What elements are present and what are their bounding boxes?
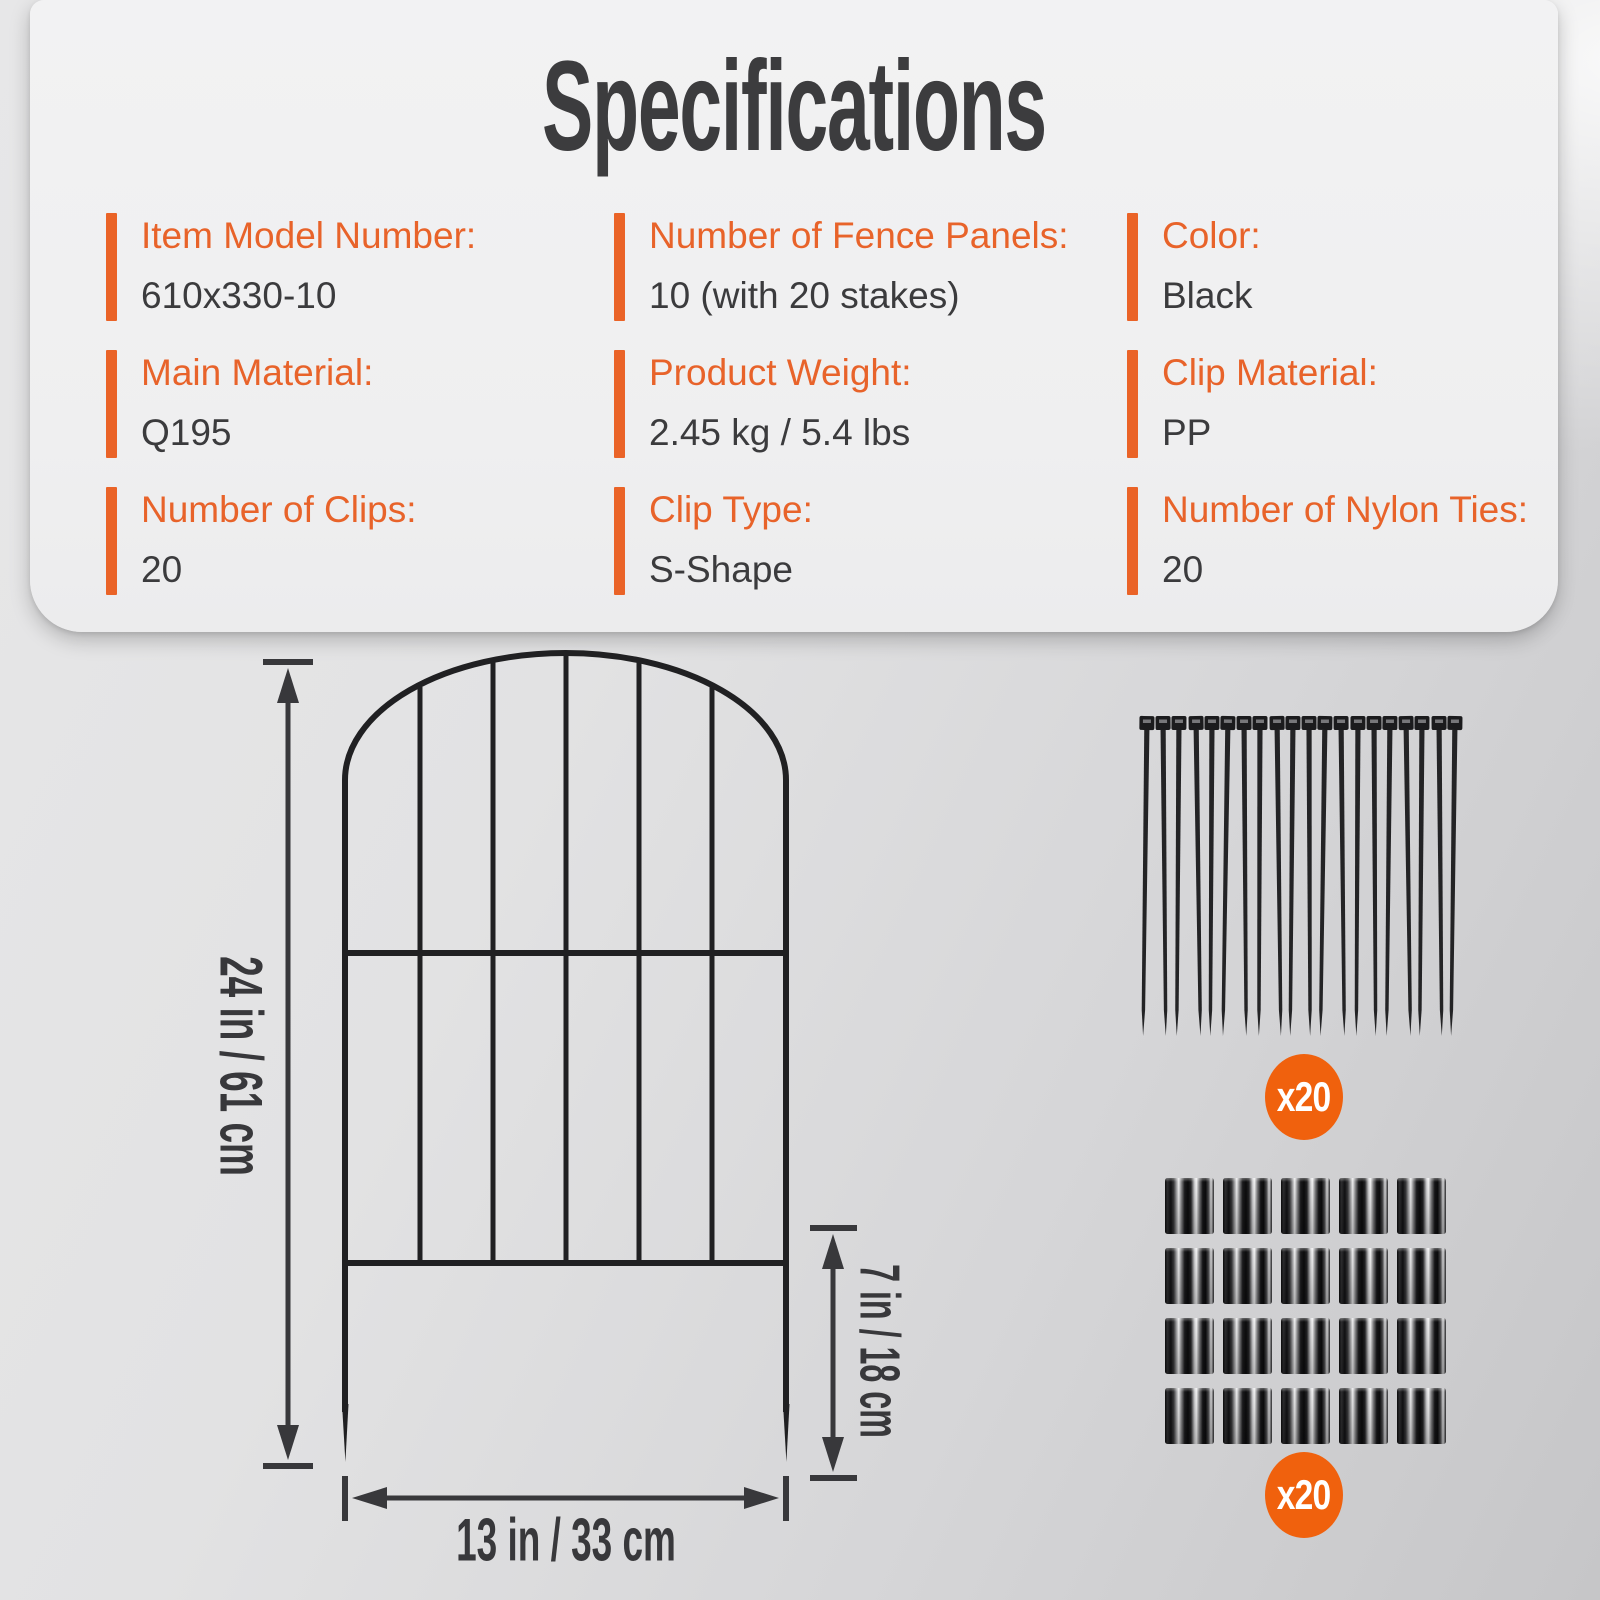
nylon-tie — [1412, 716, 1429, 1036]
spec-label: Clip Material: — [1162, 352, 1378, 393]
spec-value: S-Shape — [649, 549, 793, 590]
dimension-arrows — [263, 662, 857, 1521]
spec-number-of-clips — [106, 487, 614, 595]
nylon-ties-illustration — [1136, 716, 1463, 1036]
clip-item — [1339, 1388, 1388, 1444]
nylon-tie — [1334, 716, 1352, 1036]
nylon-tie — [1237, 716, 1254, 1036]
clip-item — [1281, 1388, 1330, 1444]
clip-item — [1397, 1388, 1446, 1444]
page-title: Specifications — [542, 35, 1046, 179]
clip-item — [1223, 1318, 1272, 1374]
nylon-tie — [1136, 716, 1155, 1036]
spec-item-model-number — [106, 213, 614, 321]
clip-item — [1281, 1248, 1330, 1304]
clips-count-badge — [1265, 1452, 1343, 1538]
spec-main-material — [106, 350, 614, 458]
spec-value: 610x330-10 — [141, 275, 337, 316]
clip-item — [1339, 1318, 1388, 1374]
accent-bar — [614, 213, 625, 321]
clip-item — [1223, 1248, 1272, 1304]
spec-label: Color: — [1162, 215, 1261, 256]
nylon-tie — [1189, 716, 1208, 1036]
spec-label: Clip Type: — [649, 489, 813, 530]
clip-item — [1281, 1318, 1330, 1374]
clip-item — [1397, 1248, 1446, 1304]
nylon-tie — [1302, 716, 1318, 1036]
stake-dimension-label: 7 in / 18 cm — [847, 1264, 911, 1438]
spec-clip-material — [1127, 350, 1576, 458]
accent-bar — [614, 487, 625, 595]
nylon-tie — [1251, 716, 1267, 1036]
spec-value: Black — [1162, 275, 1253, 316]
specifications-card — [30, 0, 1558, 632]
nylon-tie — [1349, 716, 1366, 1036]
spec-label: Number of Clips: — [141, 489, 417, 530]
nylon-tie — [1169, 716, 1186, 1036]
ties-count-badge — [1265, 1054, 1343, 1140]
spec-label: Number of Fence Panels: — [649, 215, 1069, 256]
clip-item — [1165, 1318, 1214, 1374]
spec-fence-panels — [614, 213, 1127, 321]
nylon-tie — [1156, 716, 1174, 1036]
spec-value: 2.45 kg / 5.4 lbs — [649, 412, 911, 453]
nylon-tie — [1283, 716, 1301, 1036]
accent-bar — [1127, 350, 1138, 458]
specs-grid — [106, 213, 1576, 595]
spec-label: Item Model Number: — [141, 215, 477, 256]
spec-clip-type — [614, 487, 1127, 595]
nylon-tie — [1432, 716, 1450, 1036]
nylon-tie — [1444, 716, 1463, 1036]
clip-item — [1223, 1178, 1272, 1234]
fence-vertical-bars — [420, 655, 712, 1263]
spec-value: Q195 — [141, 412, 232, 453]
spec-label: Number of Nylon Ties: — [1162, 489, 1529, 530]
ties-count-text: x20 — [1277, 1073, 1331, 1120]
spec-nylon-ties — [1127, 487, 1576, 595]
clip-item — [1165, 1178, 1214, 1234]
accent-bar — [1127, 213, 1138, 321]
nylon-tie — [1379, 716, 1397, 1036]
accent-bar — [106, 487, 117, 595]
spec-label: Product Weight: — [649, 352, 912, 393]
accent-bar — [1127, 487, 1138, 595]
spec-value: 20 — [141, 549, 183, 590]
nylon-tie — [1313, 716, 1332, 1036]
clip-item — [1281, 1178, 1330, 1234]
fence-stake-tip-right — [783, 1404, 790, 1462]
clip-item — [1339, 1178, 1388, 1234]
clip-item — [1165, 1388, 1214, 1444]
clip-item — [1397, 1178, 1446, 1234]
spec-product-weight — [614, 350, 1127, 458]
nylon-tie — [1203, 716, 1220, 1036]
spec-value: 20 — [1162, 549, 1204, 590]
clips-count-text: x20 — [1277, 1471, 1331, 1518]
nylon-tie — [1399, 716, 1418, 1036]
nylon-tie — [1270, 716, 1289, 1036]
spec-label: Main Material: — [141, 352, 374, 393]
fence-stake-tip-left — [342, 1404, 349, 1462]
clip-item — [1165, 1248, 1214, 1304]
spec-color — [1127, 213, 1576, 321]
spec-value: PP — [1162, 412, 1212, 453]
clips-illustration — [1165, 1178, 1446, 1444]
nylon-tie — [1367, 716, 1384, 1036]
height-dimension-label: 24 in / 61 cm — [207, 956, 276, 1176]
clip-item — [1397, 1318, 1446, 1374]
accent-bar — [106, 213, 117, 321]
width-dimension-label: 13 in / 33 cm — [456, 1505, 676, 1574]
accent-bar — [614, 350, 625, 458]
fence-panel — [342, 653, 790, 1462]
accent-bar — [106, 350, 117, 458]
nylon-tie — [1215, 716, 1235, 1036]
clip-item — [1223, 1388, 1272, 1444]
spec-value: 10 (with 20 stakes) — [649, 275, 960, 316]
clip-item — [1339, 1248, 1388, 1304]
